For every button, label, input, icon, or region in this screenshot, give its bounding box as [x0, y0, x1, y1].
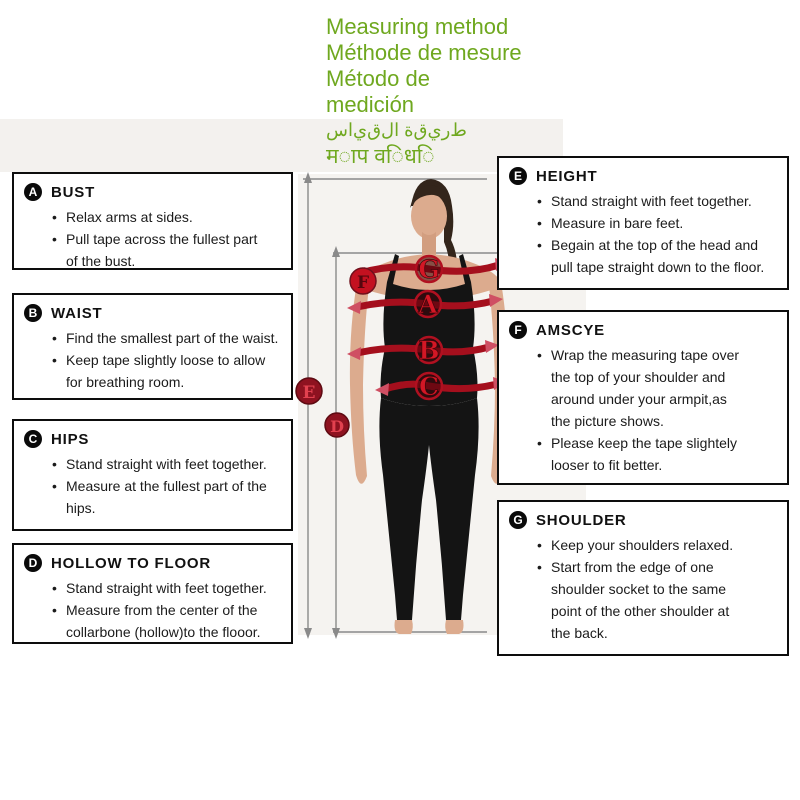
instruction-line: • Measure at the fullest part of the: [52, 475, 285, 497]
panel-bust: [12, 172, 293, 270]
badge-f: F: [509, 321, 527, 339]
badge-a: A: [24, 183, 42, 201]
marker-letter-f: F: [356, 273, 370, 293]
panel-bust-title: BUST: [51, 183, 96, 201]
instruction-line: • Stand straight with feet together.: [537, 190, 781, 212]
panel-amscye: [497, 310, 789, 485]
model-foot-right: [445, 620, 463, 634]
instruction-line: point of the other shoulder at: [551, 603, 730, 619]
title-french: Méthode de mesure: [326, 40, 522, 65]
panel-hollow-to-floor-title: HOLLOW TO FLOOR: [51, 554, 212, 572]
instruction-line: • Find the smallest part of the waist.: [52, 327, 285, 349]
panel-hips-title: HIPS: [51, 430, 90, 448]
marker-letter-g: G: [418, 255, 440, 284]
instruction-line: looser to fit better.: [551, 457, 663, 473]
marker-letter-a: A: [418, 290, 438, 319]
title-block: [326, 14, 522, 170]
instruction-line: for breathing room.: [66, 374, 185, 390]
panel-shoulder-title: SHOULDER: [536, 511, 627, 529]
instruction-line: the top of your shoulder and: [551, 369, 726, 385]
instruction-line: the back.: [551, 625, 608, 641]
badge-d: D: [24, 554, 42, 572]
badge-g: G: [509, 511, 527, 529]
instruction-line: • Please keep the tape slightely: [537, 432, 781, 454]
instruction-line: of the bust.: [66, 253, 136, 269]
badge-b: B: [24, 304, 42, 322]
instruction-line: • Keep tape slightly loose to allow: [52, 349, 285, 371]
instruction-line: the picture shows.: [551, 413, 664, 429]
instruction-line: collarbone (hollow)to the flooor.: [66, 624, 261, 640]
instruction-line: • Start from the edge of one: [537, 556, 781, 578]
title-english: Measuring method: [326, 14, 509, 39]
marker-letter-b: B: [418, 336, 440, 365]
instruction-line: around under your armpit,as: [551, 391, 727, 407]
title-hindi: म◌ाप व◌िध◌ि: [326, 145, 435, 168]
instruction-line: shoulder socket to the same: [551, 581, 727, 597]
panel-hips: [12, 419, 293, 531]
instruction-line: • Keep your shoulders relaxed.: [537, 534, 781, 556]
instruction-line: • Begain at the top of the head and: [537, 234, 781, 256]
panel-amscye-title: AMSCYE: [536, 321, 605, 339]
instruction-line: • Pull tape across the fullest part: [52, 228, 285, 250]
marker-letter-e: E: [302, 383, 316, 403]
panel-height-title: HEIGHT: [536, 167, 598, 185]
marker-letter-d: D: [330, 417, 344, 436]
instruction-line: • Measure from the center of the: [52, 599, 285, 621]
title-spanish-1: Método de: [326, 66, 430, 91]
model-foot-left: [395, 620, 413, 634]
panel-waist: [12, 293, 293, 400]
instruction-line: • Relax arms at sides.: [52, 206, 285, 228]
panel-waist-title: WAIST: [51, 304, 103, 322]
badge-c: C: [24, 430, 42, 448]
instruction-line: • Wrap the measuring tape over: [537, 344, 781, 366]
title-spanish-2: medición: [326, 92, 415, 117]
instruction-line: • Stand straight with feet together.: [52, 577, 285, 599]
instruction-line: • Stand straight with feet together.: [52, 453, 285, 475]
instruction-line: • Measure in bare feet.: [537, 212, 781, 234]
panel-height: [497, 156, 789, 290]
instruction-line: pull tape straight down to the floor.: [551, 259, 765, 275]
panel-hollow-to-floor: [12, 543, 293, 644]
badge-e: E: [509, 167, 527, 185]
instruction-line: hips.: [66, 500, 96, 516]
title-arabic: ط‌ر‌ي‌ق‌ة ا‌ل‌ق‌ي‌ا‌س: [326, 120, 467, 140]
marker-letter-c: C: [419, 372, 439, 401]
panel-shoulder: [497, 500, 789, 656]
